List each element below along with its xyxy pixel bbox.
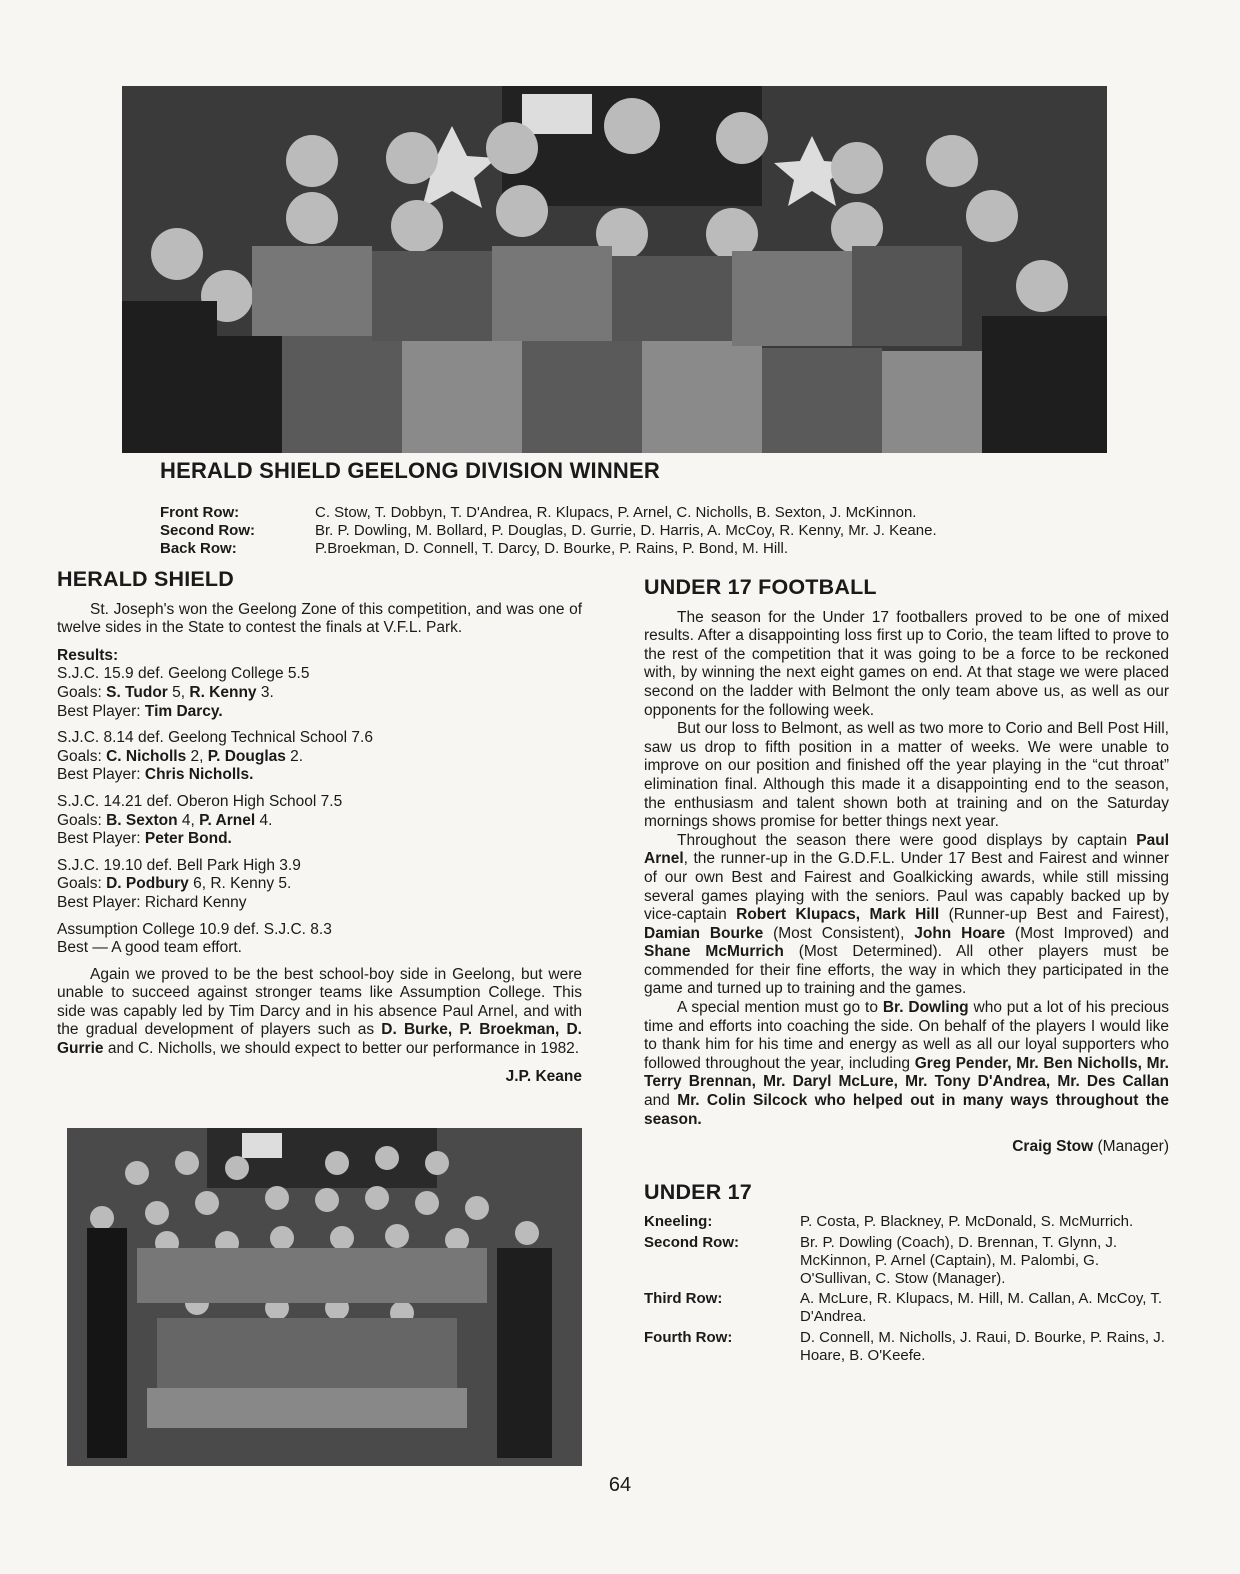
match-score: Assumption College 10.9 def. S.J.C. 8.3 [57, 920, 332, 938]
under-17-article [644, 575, 1170, 1367]
match-score: S.J.C. 15.9 def. Geelong College 5.5 [57, 665, 310, 683]
page-number: 64 [608, 1474, 632, 1496]
match-score: S.J.C. 8.14 def. Geelong Technical School 7.6 [57, 729, 373, 747]
match-result-loss [57, 921, 582, 958]
squad-row-label: Kneeling: [644, 1213, 713, 1231]
caption-row-back [160, 540, 1120, 558]
under-17-squad-list [644, 1213, 1169, 1365]
herald-author: J.P. Keane [505, 1067, 582, 1085]
match-result [57, 857, 582, 913]
match-note: Best — A good team effort. [57, 939, 242, 957]
match-best-player: Best Player: Chris Nicholls. [57, 766, 254, 784]
squad-row [644, 1329, 1169, 1365]
match-best-player: Best Player: Peter Bond. [57, 830, 232, 848]
team-photo-icon [122, 86, 1107, 453]
team-photo-under-17 [67, 1128, 582, 1466]
herald-intro: St. Joseph's won the Geelong Zone of this competition, and was one of twelve sides in the State to contest the finals at V.F.L. Park. [57, 600, 582, 637]
match-goals: Goals: B. Sexton 4, P. Arnel 4. [57, 811, 273, 829]
squad-row-label: Second Row: [644, 1233, 740, 1251]
match-goals: Goals: S. Tudor 5, R. Kenny 3. [57, 683, 274, 701]
under-17-squad-heading: UNDER 17 [644, 1179, 752, 1204]
squad-row-names: P. Costa, P. Blackney, P. McDonald, S. McMurrich. [800, 1213, 1134, 1231]
caption-row-label: Second Row: [160, 522, 256, 539]
caption-row-second [160, 522, 1120, 540]
match-score: S.J.C. 19.10 def. Bell Park High 3.9 [57, 856, 301, 874]
herald-shield-article [57, 567, 582, 1086]
team-photo-herald-shield [122, 86, 1107, 453]
match-result [57, 665, 582, 721]
under-17-para-3: Throughout the season there were good displays by captain Paul Arnel, the runner-up in the G.D.F.L. Under 17 Best and Fairest and winner of our own Best and Fairest and Goalkicking awards, while still missing several games playing with the seniors. Paul was capably backed up by vice-captain Robert Klupacs, Mark Hill (Runner-up Best and Fairest), Damian Bourke (Most Consistent), John Hoare (Most Improved) and Shane McMurrich (Most Determined). All other players must be commended for their fine efforts, the way in which they participated in the game and turned up to training and the games. [644, 831, 1169, 998]
results-label: Results: [57, 646, 119, 664]
team-photo-icon [67, 1128, 582, 1466]
caption-row-label: Back Row: [160, 540, 237, 557]
squad-row-names: A. McLure, R. Klupacs, M. Hill, M. Callan, A. McCoy, T. D'Andrea. [800, 1290, 1163, 1326]
caption-row-names: C. Stow, T. Dobbyn, T. D'Andrea, R. Klupacs, P. Arnel, C. Nicholls, B. Sexton, J. McKinnon. [315, 504, 917, 521]
squad-row-names: D. Connell, M. Nicholls, J. Raui, D. Bourke, P. Rains, J. Hoare, B. O'Keefe. [800, 1328, 1165, 1364]
squad-row [644, 1213, 1169, 1231]
caption-row-names: Br. P. Dowling, M. Bollard, P. Douglas, D. Gurrie, D. Harris, A. McCoy, R. Kenny, Mr. J. Keane. [315, 522, 937, 539]
photo-caption-title: HERALD SHIELD GEELONG DIVISION WINNER [160, 458, 660, 483]
caption-row-names: P.Broekman, D. Connell, T. Darcy, D. Bourke, P. Rains, P. Bond, M. Hill. [315, 540, 788, 557]
match-score: S.J.C. 14.21 def. Oberon High School 7.5 [57, 792, 343, 810]
under-17-football-heading: UNDER 17 FOOTBALL [644, 575, 877, 599]
match-result [57, 729, 582, 785]
squad-row-label: Third Row: [644, 1290, 723, 1308]
squad-row-label: Fourth Row: [644, 1328, 733, 1346]
match-goals: Goals: D. Podbury 6, R. Kenny 5. [57, 875, 292, 893]
photo-caption-names [160, 504, 1120, 558]
match-best-player: Best Player: Tim Darcy. [57, 702, 223, 720]
match-goals: Goals: C. Nicholls 2, P. Douglas 2. [57, 747, 304, 765]
match-best-player: Best Player: Richard Kenny [57, 893, 247, 911]
caption-row-front [160, 504, 1120, 522]
herald-summary: Again we proved to be the best school-boy side in Geelong, but were unable to succeed against stronger teams like Assumption College. This side was capably led by Tim Darcy and in his absence Paul Arnel, and with the gradual development of players such as D. Burke, P. Broekman, D. Gurrie and C. Nicholls, we should expect to better our performance in 1982. [57, 965, 582, 1058]
under-17-author: Craig Stow (Manager) [1012, 1138, 1169, 1156]
squad-row [644, 1234, 1169, 1289]
caption-row-label: Front Row: [160, 504, 240, 521]
herald-shield-heading: HERALD SHIELD [57, 567, 234, 591]
under-17-para-4: A special mention must go to Br. Dowling who put a lot of his precious time and efforts into coaching the side. On behalf of the players I would like to thank him for his time and energy as well as all our loyal supporters who followed throughout the year, including Greg Pender, Mr. Ben Nicholls, Mr. Terry Brennan, Mr. Daryl McLure, Mr. Tony D'Andrea, Mr. Des Callan and Mr. Colin Silcock who helped out in many ways throughout the season. [644, 999, 1170, 1128]
match-result [57, 793, 582, 849]
squad-row [644, 1290, 1169, 1326]
squad-row-names: Br. P. Dowling (Coach), D. Brennan, T. Glynn, J. McKinnon, P. Arnel (Captain), M. Palombi, G. O'Sullivan, C. Stow (Manager). [800, 1233, 1118, 1288]
under-17-para-1: The season for the Under 17 footballers proved to be one of mixed results. After a disappointing loss first up to Corio, the team lifted to prove to the rest of the competition that it was going to be a force to be reckoned with, by winning the next eight games on end. At that stage we were placed second on the ladder with Belmont the only team above us, as well as our opponents for the following week. [644, 608, 1169, 719]
under-17-para-2: But our loss to Belmont, as well as two more to Corio and Bell Post Hill, saw us drop to fifth position in a matter of weeks. We were unable to improve on our position and finished off the year playing in the “cut throat” elimination final. Although this made it a disappointing end to the season, the enthusiasm and talent shown both at training and on the Saturday mornings shows promise for better things next year. [644, 720, 1169, 831]
